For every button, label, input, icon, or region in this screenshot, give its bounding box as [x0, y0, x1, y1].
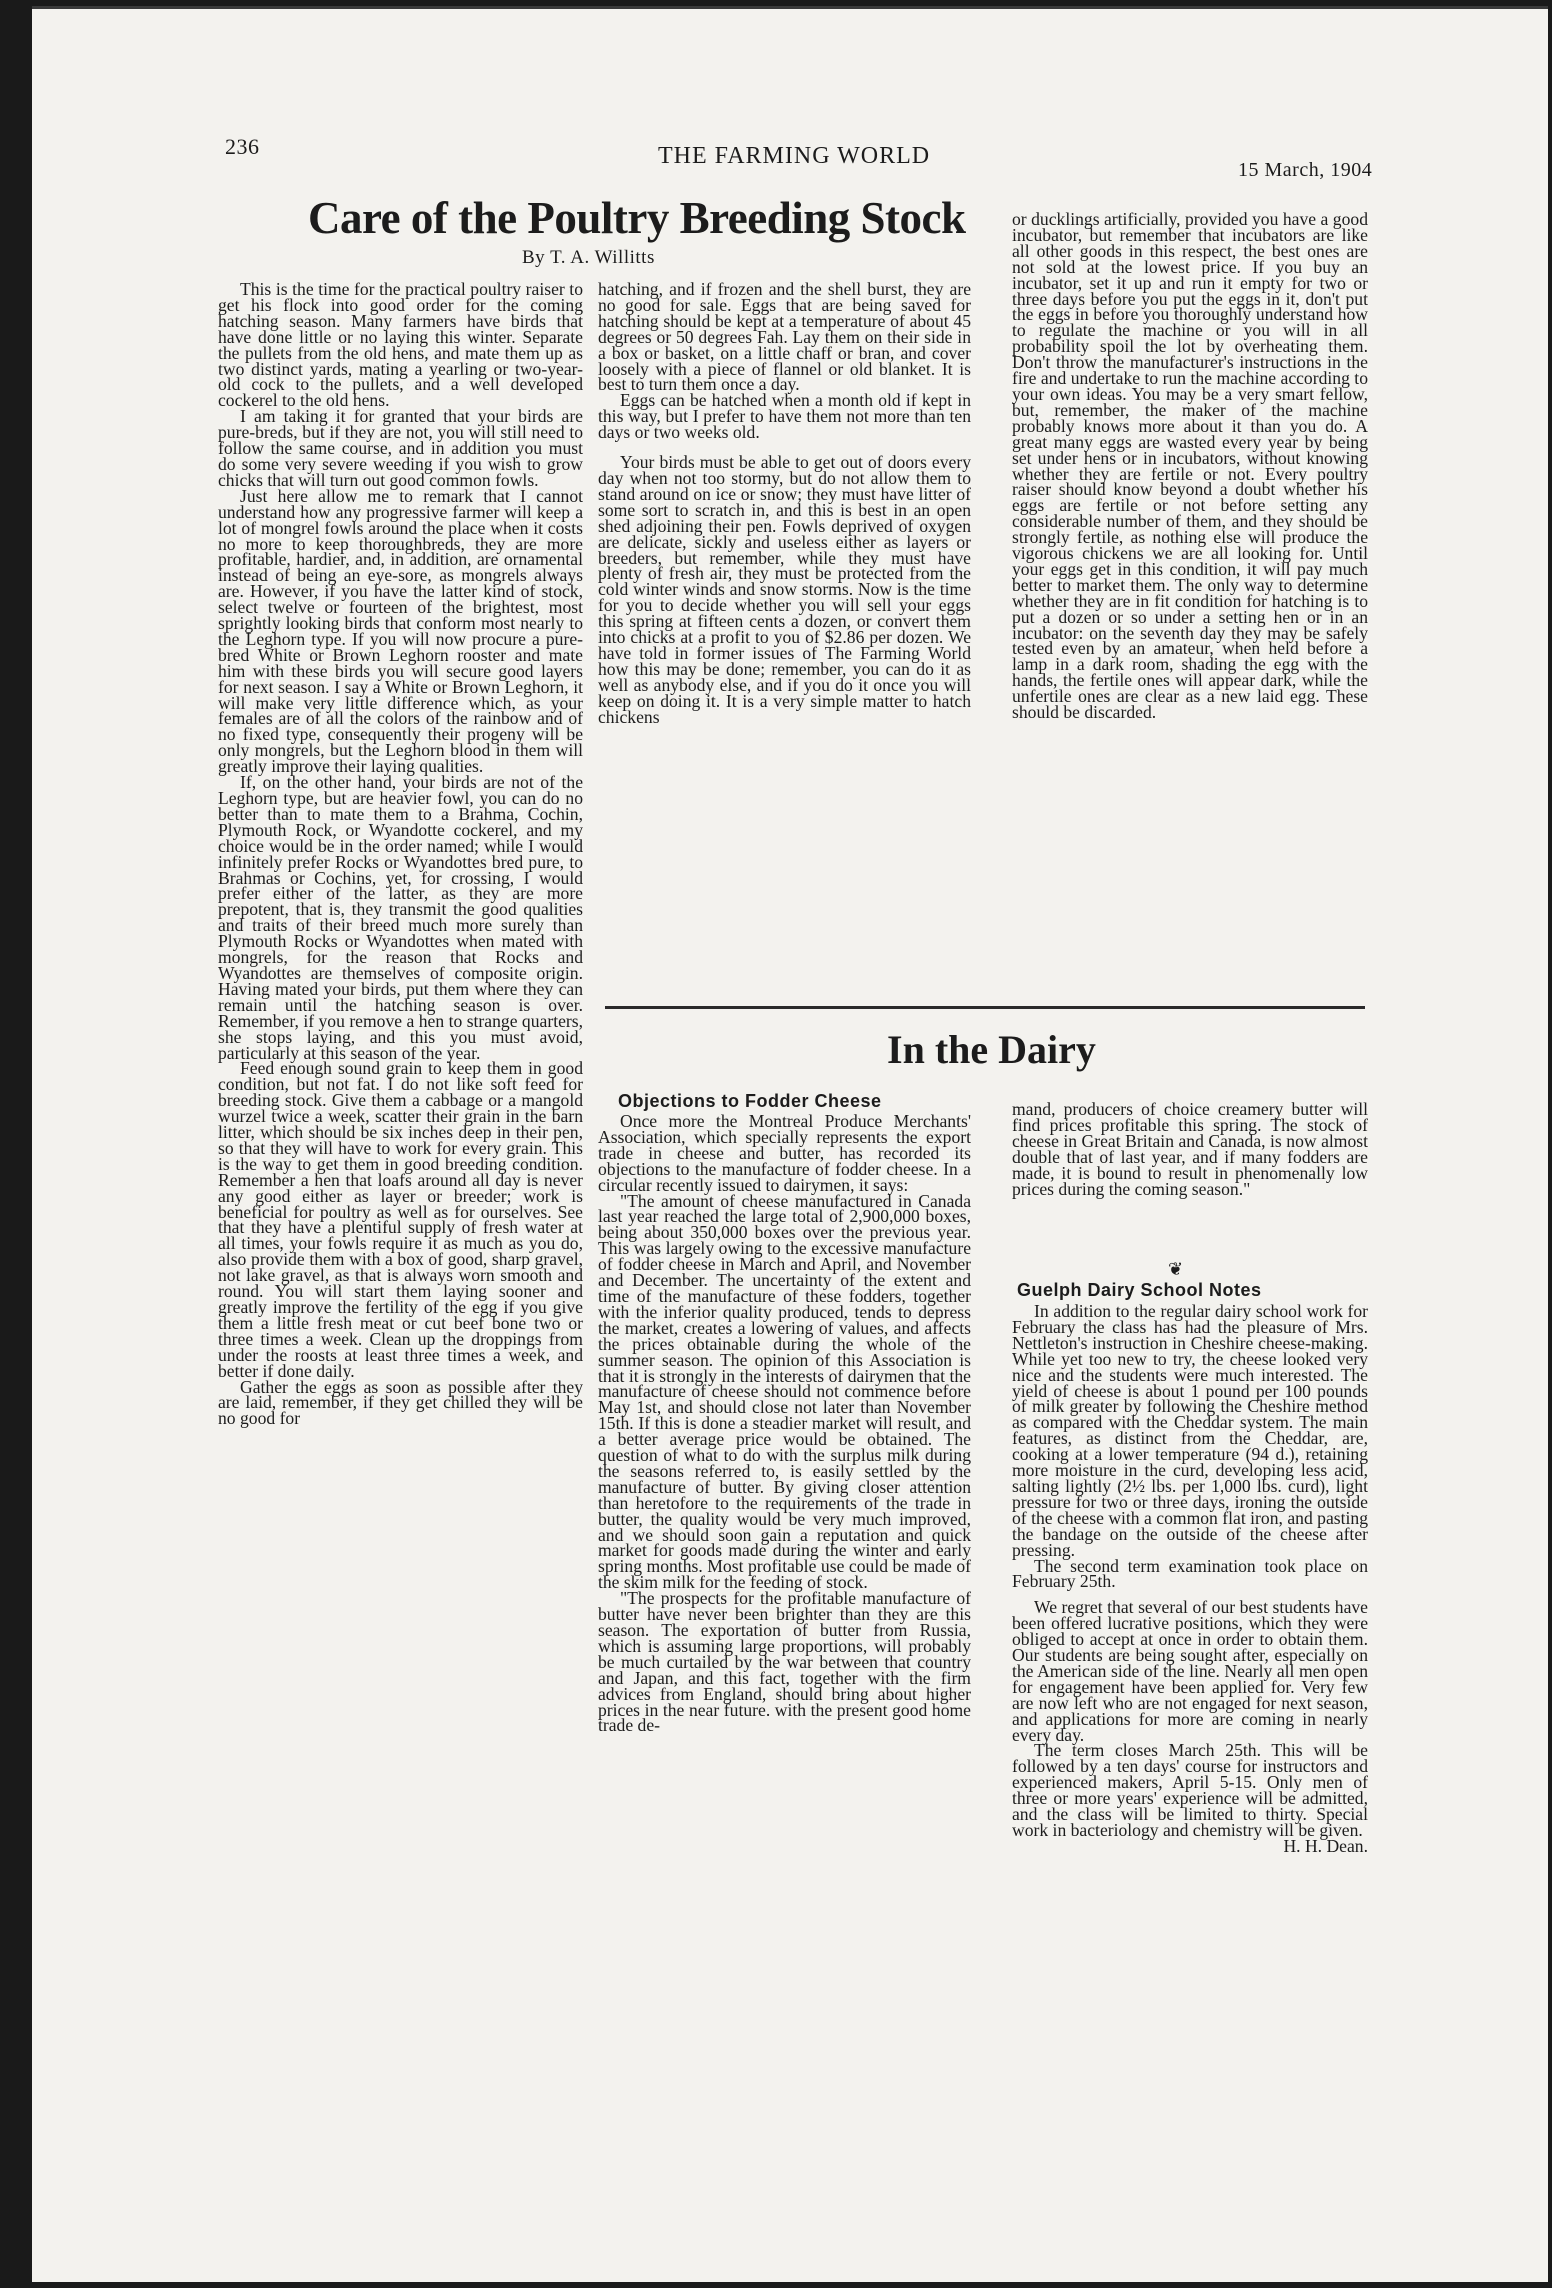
- article-byline: By T. A. Willitts: [522, 247, 655, 268]
- dairy-column-right-top: [1012, 1099, 1368, 1199]
- newspaper-page: [32, 6, 1548, 2282]
- paragraph: Gather the eggs as soon as possible after they are laid, remember, if they get chilled they will be no good for: [218, 1376, 583, 1429]
- ornament-icon: ❦: [1168, 1259, 1184, 1279]
- paragraph: I am taking it for granted that your birds are pure-breds, but if they are not, you will still need to follow the same course, and in addition you must do some very severe weeding if you wish to grow chicks that will turn out good common fowls.: [218, 406, 583, 490]
- article-column-3: [1012, 209, 1368, 723]
- author-signature: H. H. Dean.: [1283, 1835, 1368, 1856]
- page-number: 236: [225, 134, 260, 159]
- paragraph: If, on the other hand, your birds are not of the Leghorn type, but are heavier fowl, you can do no better than to mate them to a Brahma, Cochin, Plymouth Rock, or Wyandotte cockerel, and my choice would be in the order named; while I would infinitely prefer Rocks or Wyandottes bred pure, to Brahmas or Cochins, yet, for crossing, I would prefer either of the latter, as they are more prepotent, that is, they transmit the good qualities and traits of their breed much more surely than Plymouth Rocks or Wyandottes when mated with mongrels, for the reason that Rocks and Wyandottes are themselves of composite origin. Having mated your birds, put them where they can remain until the hatching season is over. Remember, if you remove a hen to strange quarters, she stops laying, and this you must avoid, particularly at this season of the year.: [218, 772, 583, 1063]
- paragraph: We regret that several of our best students have been offered lucrative positions, which they were obliged to accept at once in order to obtain them. Our students are being sought after, especially on the American side of the line. Nearly all men open for engagement have been applied for. Very few are now left who are not engaged for next season, and applications for more are coming in nearly every day.: [1012, 1597, 1368, 1745]
- subheading-guelph-dairy: Guelph Dairy School Notes: [1017, 1280, 1262, 1300]
- paragraph: hatching, and if frozen and the shell burst, they are no good for sale. Eggs that are being saved for hatching should be kept at a temperature of about 45 degrees or 50 degrees Fah. Lay them on their side in a box or basket, on a little chaff or bran, and cover loosely with a piece of flannel or old blanket. It is best to turn them once a day.: [598, 279, 971, 395]
- paragraph: This is the time for the practical poultry raiser to get his flock into good order for the coming hatching season. Many farmers have birds that have done little or no laying this winter. Separate the pullets from the old hens, and mate them up as two distinct yards, mating a yearling or two-year-old cock to the pullets, and a well developed cockerel to the old hens.: [218, 279, 583, 411]
- article-column-1: [218, 279, 583, 1429]
- publication-name: THE FARMING WORLD: [658, 143, 931, 169]
- paragraph: or ducklings artificially, provided you have a good incubator, but remember that incubators are like all other goods in this respect, the best ones are not sold at the lowest price. If you buy an incubator, set it up and run it empty for two or three days before you put the eggs in it, don't put the eggs in before you thoroughly understand how to regulate the machine or you will in all probability spoil the lot by overheating them. Don't throw the manufacturer's instructions in the fire and undertake to run the machine according to your own ideas. You may be a very smart fellow, but, remember, the maker of the machine probably knows more about it than you do. A great many eggs are wasted every year by being set under hens or in incubators, without knowing whether they are fertile or not. Every poultry raiser should know beyond a doubt whether his eggs are fertile or not before setting any considerable number of them, and they should be strongly fertile, as nothing else will produce the vigorous chickens we are all looking for. Until your eggs get in this condition, it will pay much better to market them. The only way to determine whether they are in fit condition for hatching is to put a dozen or so under a setting hen or in an incubator: on the seventh day they may be safely tested even by an amateur, when held before a lamp in a dark room, shading the egg with the hands, the fertile ones will appear dark, while the unfertile ones are clear as a new laid egg. These should be discarded.: [1012, 209, 1368, 723]
- paragraph: "The prospects for the profitable manufacture of butter have never been brighter than they are this season. The exportation of butter from Russia, which is assuming large proportions, will probably be much curtailed by the war between that country and Japan, and this fact, together with the firm advices from England, should bring about higher prices in the near future. with the present good home trade de-: [598, 1588, 971, 1736]
- section-title: In the Dairy: [887, 1027, 1096, 1072]
- issue-date: 15 March, 1904: [1238, 159, 1373, 181]
- paragraph: mand, producers of choice creamery butter will find prices profitable this spring. The stock of cheese in Great Britain and Canada, is now almost double that of last year, and if many fodders are made, it is bound to result in phenomenally low prices during the coming season.": [1012, 1099, 1368, 1199]
- paragraph: Feed enough sound grain to keep them in good condition, but not fat. I do not like soft feed for breeding stock. Give them a cabbage or a mangold wurzel twice a week, scatter their grain in the barn litter, which should be six inches deep in their pen, so that they will have to work for every grain. This is the way to get them in good breeding condition. Remember a hen that loafs around all day is never any good either as layer or breeder; work is beneficial for poultry as well as for ourselves. See that they have a plentiful supply of fresh water at all times, your fowls require it as much as you do, also provide them with a box of good, sharp gravel, not lake gravel, as that is always worn smooth and round. You will start them laying sooner and greatly improve the fertility of the egg if you give them a little fresh meat or cut beef bone two or three times a week. Clean up the droppings from under the roosts at least three times a week, and better if done daily.: [218, 1058, 583, 1381]
- article-column-2: [598, 279, 971, 727]
- paragraph: Once more the Montreal Produce Merchants' Association, which specially represents the export trade in cheese and butter, has recorded its objections to the manufacture of fodder cheese. In a circular recently issued to dairymen, it says:: [598, 1111, 971, 1195]
- section-divider: [605, 1006, 1365, 1009]
- page-top-edge: [32, 6, 1548, 9]
- paragraph: "The amount of cheese manufactured in Canada last year reached the large total of 2,900,000 boxes, being about 350,000 boxes over the previous year. This was largely owing to the excessive manufacture of fodder cheese in March and April, and November and December. The uncertainty of the extent and time of the manufacture of these fodders, together with the inferior quality produced, tends to depress the market, creates a lowering of values, and affects the prices obtainable during the whole of the summer season. The opinion of this Association is that it is strongly in the interests of dairymen that the manufacture of cheese should not commence before May 1st, and should close not later than November 15th. If this is done a steadier market will result, and a better average price would be obtained. The question of what to do with the surplus milk during the seasons referred to, is easily settled by the manufacture of butter. By giving closer attention than heretofore to the requirements of the trade in butter, the quality would be very much improved, and we should soon gain a reputation and quick market for goods made during the winter and early spring months. Most profitable use could be made of the skim milk for the feeding of stock.: [598, 1190, 971, 1593]
- paragraph: Your birds must be able to get out of doors every day when not too stormy, but do not allow them to stand around on ice or snow; they must have litter of some sort to scratch in, and this is best in an open shed adjoining their pen. Fowls deprived of oxygen are delicate, sickly and useless either as layers or breeders, but remember, while they must have plenty of fresh air, they must be protected from the cold winter winds and snow storms. Now is the time for you to decide whether you will sell your eggs this spring at fifteen cents a dozen, or convert them into chicks at a profit to you of $2.86 per dozen. We have told in former issues of The Farming World how this may be done; remember, you can do it as well as anybody else, and if you do it once you will keep on doing it. It is a very simple matter to hatch chickens: [598, 452, 971, 727]
- paragraph: In addition to the regular dairy school work for February the class has had the pleasure of Mrs. Nettleton's instruction in Cheshire cheese-making. While yet too new to try, the cheese looked very nice and the students were much interested. The yield of cheese is about 1 pound per 100 pounds of milk greater by following the Cheshire method as compared with the Cheddar system. The main features, as distinct from the Cheddar, are, cooking at a lower temperature (94 d.), retaining more moisture in the curd, developing less acid, salting lightly (2½ lbs. per 1,000 lbs. curd), light pressure for two or three days, ironing the outside of the cheese with a common flat iron, and pasting the bandage on the outside of the cheese after pressing.: [1012, 1301, 1368, 1560]
- article-title: Care of the Poultry Breeding Stock: [308, 193, 966, 243]
- dairy-column-left: [598, 1111, 971, 1736]
- paragraph: The second term examination took place on February 25th.: [1012, 1555, 1368, 1592]
- paragraph: Eggs can be hatched when a month old if kept in this way, but I prefer to have them not more than ten days or two weeks old.: [598, 390, 971, 443]
- paragraph: Just here allow me to remark that I cannot understand how any progressive farmer will keep a lot of mongrel fowls around the place when it costs no more to keep thoroughbreds, they are more profitable, hardier, and, in addition, are ornamental instead of being an eye-sore, as mongrels always are. However, if you have the latter kind of stock, select twelve or fourteen of the brightest, most sprightly looking birds that conform most nearly to the Leghorn type. If you will now procure a pure-bred White or Brown Leghorn rooster and mate him with these birds you will secure good layers for next season. I say a White or Brown Leghorn, it will make very little difference which, as your females are of all the colors of the rainbow and of no fixed type, consequently their progeny will be only mongrels, but the Leghorn blood in them will greatly improve their laying qualities.: [218, 485, 583, 777]
- paragraph: The term closes March 25th. This will be followed by a ten days' course for instructors and experienced makers, April 5-15. Only men of three or more years' experience will be admitted, and the class will be limited to thirty. Special work in bacteriology and chemistry will be given.: [1012, 1740, 1368, 1840]
- dairy-column-right-bottom: [1012, 1301, 1368, 1856]
- subheading-fodder-cheese: Objections to Fodder Cheese: [618, 1091, 882, 1111]
